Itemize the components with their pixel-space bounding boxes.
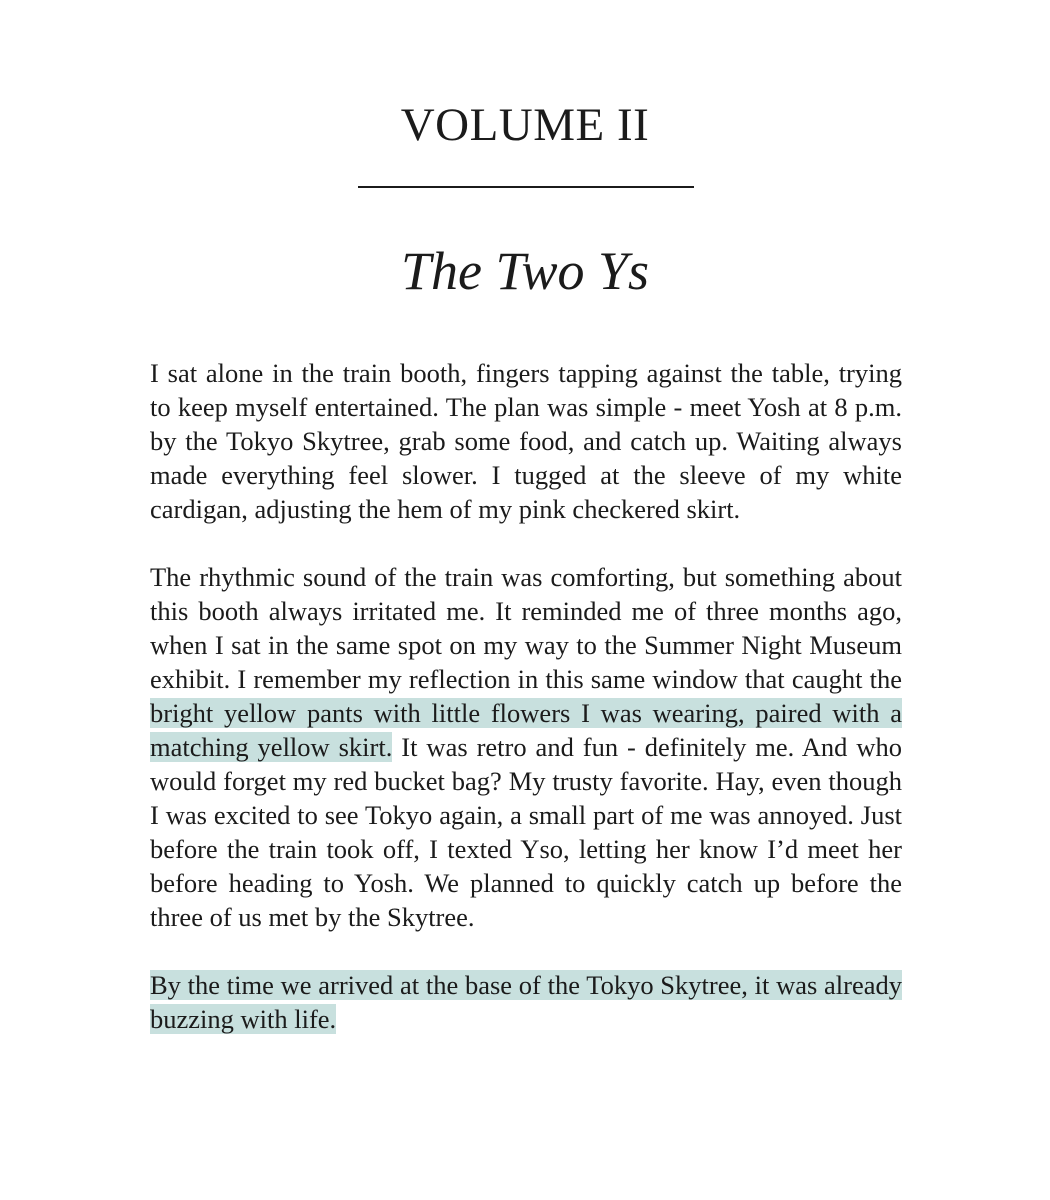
volume-title: VOLUME II xyxy=(400,99,650,151)
paragraph[interactable] xyxy=(150,968,902,1036)
paragraph-text: It was retro and fun - definitely me. And who would forget my red bucket bag? My trusty favorite. Hay, even though I was excited to see Tokyo again, a small part of me was annoyed. Just before the train took off, I texted Yso, letting her know I’d meet her before heading to Yosh. We planned to quickly catch up before the three of us met by the Skytree. xyxy=(150,732,902,932)
paragraph[interactable] xyxy=(150,356,902,526)
paragraph[interactable] xyxy=(150,560,902,934)
title-divider xyxy=(358,186,694,188)
highlighted-text[interactable]: By the time we arrived at the base of the Tokyo Skytree, it was already buzzing with life. xyxy=(150,970,902,1034)
paragraph-text: I sat alone in the train booth, fingers tapping against the table, trying to keep myself entertained. The plan was simple - meet Yosh at 8 p.m. by the Tokyo Skytree, grab some food, and catch up. Waiting always made everything feel slower. I tugged at the sleeve of my white cardigan, adjusting the hem of my pink checkered skirt. xyxy=(150,358,902,524)
chapter-title: The Two Ys xyxy=(400,241,650,301)
highlighted-text[interactable]: bright yellow pants with little flowers I was wearing, paired with a matching yellow skirt. xyxy=(150,698,902,762)
paragraph-text: The rhythmic sound of the train was comforting, but something about this booth always irritated me. It reminded me of three months ago, when I sat in the same spot on my way to the Summer Night Museum exhibit. I remember my reflection in this same window that caught the xyxy=(150,562,902,694)
body-text[interactable] xyxy=(150,356,902,1070)
